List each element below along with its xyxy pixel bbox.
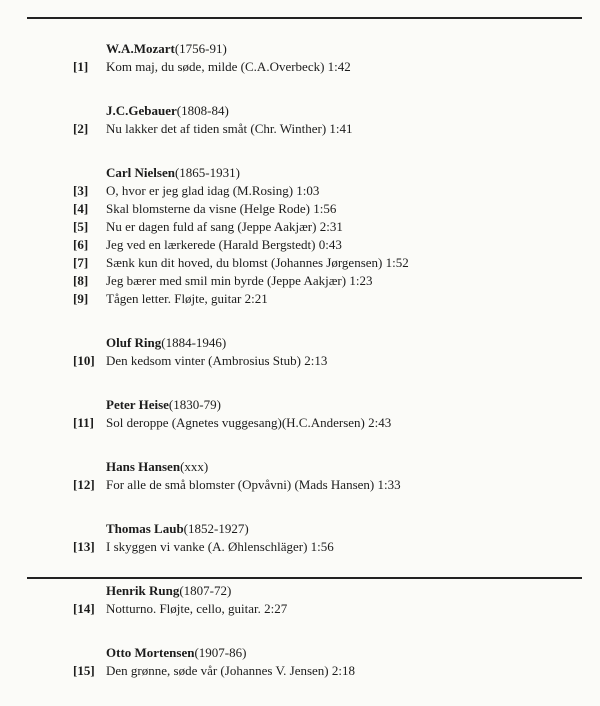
track-title: Notturno. Fløjte, cello, guitar. 2:27 <box>106 601 288 616</box>
track-number: [8] <box>73 273 89 288</box>
composer-name: Otto Mortensen <box>106 645 195 660</box>
track-title: O, hvor er jeg glad idag (M.Rosing) 1:03 <box>106 183 320 198</box>
track-title: Den grønne, søde vår (Johannes V. Jensen) 2:18 <box>106 663 355 678</box>
composer-heading <box>73 334 588 352</box>
track-title: Kom maj, du søde, milde (C.A.Overbeck) 1:42 <box>106 59 351 74</box>
track-row <box>73 600 588 618</box>
track-title: Den kedsom vinter (Ambrosius Stub) 2:13 <box>106 353 328 368</box>
track-number: [15] <box>73 663 95 678</box>
composer-block <box>73 334 588 370</box>
composer-name: Hans Hansen <box>106 459 181 474</box>
track-title: Skal blomsterne da visne (Helge Rode) 1:56 <box>106 201 337 216</box>
composer-dates: (1808-84) <box>176 103 229 118</box>
composer-heading <box>73 458 588 476</box>
track-number: [1] <box>73 59 89 74</box>
track-number: [11] <box>73 415 94 430</box>
track-title: Jeg ved en lærkerede (Harald Bergstedt) 0:43 <box>106 237 342 252</box>
track-row <box>73 414 588 432</box>
track-title: I skyggen vi vanke (A. Øhlenschläger) 1:56 <box>106 539 334 554</box>
composer-heading <box>73 582 588 600</box>
track-number: [9] <box>73 291 89 306</box>
composer-block <box>73 644 588 680</box>
composer-heading <box>73 164 588 182</box>
composer-name: Henrik Rung <box>106 583 180 598</box>
track-row <box>73 290 588 308</box>
track-row <box>73 218 588 236</box>
track-number: [4] <box>73 201 89 216</box>
composer-name: J.C.Gebauer <box>106 103 177 118</box>
composer-block <box>73 396 588 432</box>
track-row <box>73 120 588 138</box>
composer-dates: (1884-1946) <box>161 335 227 350</box>
track-row <box>73 200 588 218</box>
track-number: [14] <box>73 601 95 616</box>
composer-block <box>73 458 588 494</box>
track-listing <box>73 40 588 706</box>
track-number: [10] <box>73 353 95 368</box>
track-number: [12] <box>73 477 95 492</box>
track-row <box>73 58 588 76</box>
track-row <box>73 254 588 272</box>
track-row <box>73 662 588 680</box>
composer-name: Peter Heise <box>106 397 169 412</box>
composer-dates: (1865-1931) <box>174 165 240 180</box>
composer-block <box>73 102 588 138</box>
composer-heading <box>73 520 588 538</box>
composer-dates: (1756-91) <box>174 41 227 56</box>
track-row <box>73 352 588 370</box>
track-title: Jeg bærer med smil min byrde (Jeppe Aakjær) 1:23 <box>106 273 373 288</box>
track-row <box>73 272 588 290</box>
composer-name: Oluf Ring <box>106 335 162 350</box>
track-row <box>73 236 588 254</box>
track-number: [13] <box>73 539 95 554</box>
composer-dates: (1907-86) <box>194 645 247 660</box>
track-row <box>73 538 588 556</box>
track-number: [3] <box>73 183 89 198</box>
composer-name: W.A.Mozart <box>106 41 175 56</box>
track-title: For alle de små blomster (Opvåvni) (Mads Hansen) 1:33 <box>106 477 401 492</box>
composer-heading <box>73 102 588 120</box>
composer-name: Thomas Laub <box>106 521 184 536</box>
track-title: Sænk kun dit hoved, du blomst (Johannes Jørgensen) 1:52 <box>106 255 409 270</box>
bottom-rule <box>27 577 582 579</box>
composer-dates: (1807-72) <box>179 583 232 598</box>
track-title: Tågen letter. Fløjte, guitar 2:21 <box>106 291 268 306</box>
track-number: [5] <box>73 219 89 234</box>
top-rule <box>27 17 582 19</box>
track-number: [2] <box>73 121 89 136</box>
composer-dates: (1830-79) <box>168 397 221 412</box>
track-row <box>73 476 588 494</box>
composer-heading <box>73 644 588 662</box>
track-title: Nu er dagen fuld af sang (Jeppe Aakjær) 2:31 <box>106 219 343 234</box>
composer-block <box>73 40 588 76</box>
composer-heading <box>73 40 588 58</box>
track-number: [6] <box>73 237 89 252</box>
composer-dates: (xxx) <box>180 459 209 474</box>
track-title: Sol deroppe (Agnetes vuggesang)(H.C.Andersen) 2:43 <box>106 415 392 430</box>
track-number: [7] <box>73 255 89 270</box>
composer-block <box>73 520 588 556</box>
composer-block <box>73 582 588 618</box>
track-title: Nu lakker det af tiden småt (Chr. Winther) 1:41 <box>106 121 353 136</box>
composer-name: Carl Nielsen <box>106 165 175 180</box>
composer-dates: (1852-1927) <box>183 521 249 536</box>
track-row <box>73 182 588 200</box>
composer-heading <box>73 396 588 414</box>
composer-block <box>73 164 588 308</box>
